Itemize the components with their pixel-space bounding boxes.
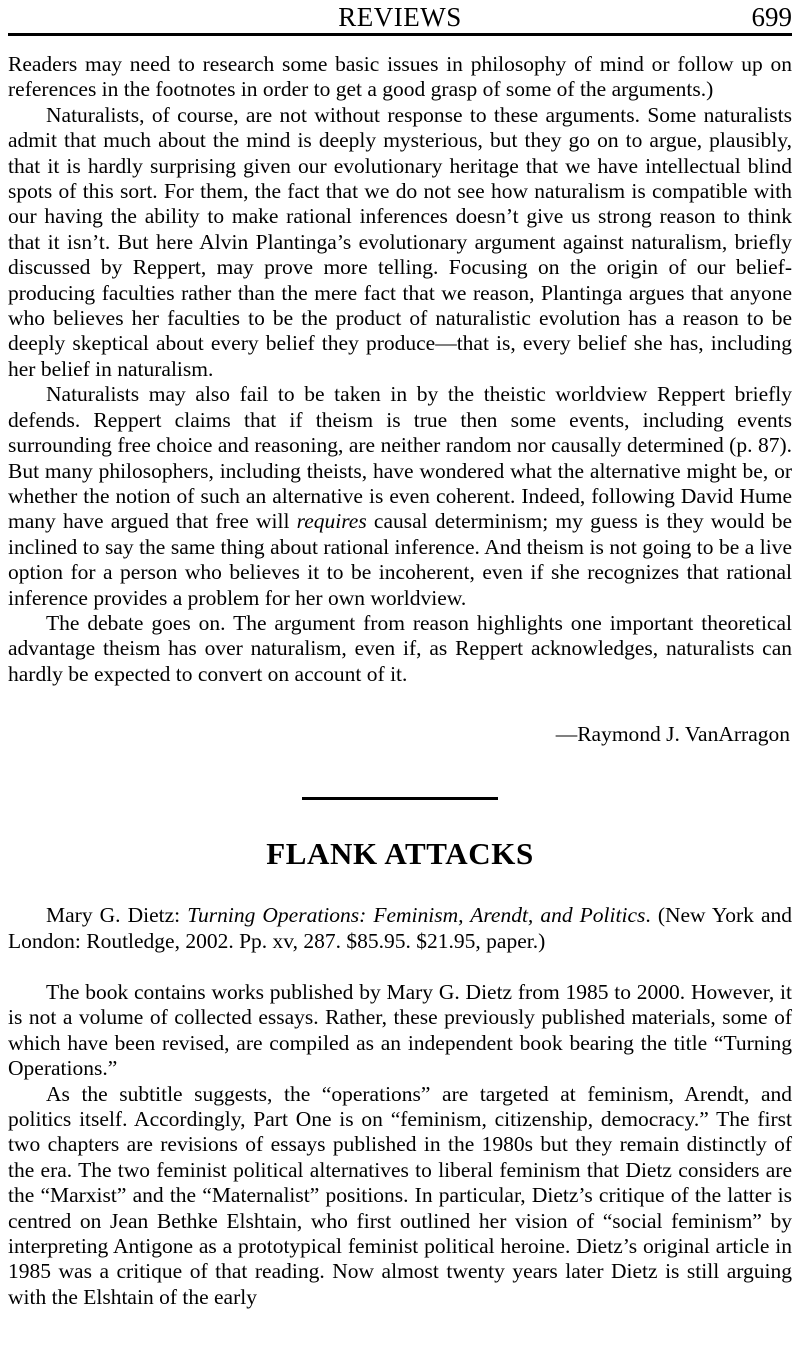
page-number: 699 (751, 2, 792, 32)
paragraph-text-part: Naturalists may also fail to be taken in by the theistic worldview Reppert briefly defends. Reppert claims that if theism is true then some events, including events surrounding free choice and reasoning, are neither random nor causally determined (p. 87). But many philosophers, including theists, have wondered what the alternative might be, or whether the notion of such an alternative is even coherent. Indeed, following David Hume many have argued that free will (8, 382, 792, 534)
review-one-body (8, 44, 792, 687)
paragraph: Naturalists, of course, are not without response to these arguments. Some naturalists admit that much about the mind is deeply mysterious, but they go on to argue, plausibly, that it is hardly surprising given our evolutionary heritage that we have intellectual blind spots of this sort. For them, the fact that we do not see how naturalism is compatible with our having the ability to make rational inferences doesn’t give us strong reason to think that it isn’t. But here Alvin Plantinga’s evolutionary argument against naturalism, briefly discussed by Reppert, may prove more telling. Focusing on the origin of our belief-producing faculties rather than the mere fact that we reason, Plantinga argues that anyone who believes her faculties to be the product of naturalistic evolution has a reason to be deeply skeptical about every belief they produce—that is, every belief she has, including her belief in naturalism. (8, 102, 792, 381)
article-title: FLANK ATTACKS (266, 836, 534, 872)
paragraph (8, 382, 792, 611)
citation-book-title: Turning Operations: Feminism, Arendt, and Politics (187, 903, 646, 928)
paragraph: As the subtitle suggests, the “operations” are targeted at feminism, Arendt, and politics itself. Accordingly, Part One is on “feminism, citizenship, democracy.” The first two chapters are revisions of essays published in the 1980s but they remain distinctly of the era. The two feminist political alternatives to liberal feminism that Dietz considers are the “Marxist” and the “Maternalist” positions. In particular, Dietz’s critique of the latter is centred on Jean Bethke Elshtain, who first outlined her vision of “social feminism” by interpreting Antigone as a prototypical feminist political heroine. Dietz’s original article in 1985 was a critique of that reading. Now almost twenty years later Dietz is still arguing with the Elshtain of the early (8, 1081, 792, 1309)
citation-publication-info: . (New York and London: Routledge, 2002. Pp. xv, 287. $85.95. $21.95, paper.) (8, 903, 792, 953)
review-two-body (8, 980, 792, 1310)
running-head-inner (8, 0, 792, 36)
paragraph: Readers may need to research some basic issues in philosophy of mind or follow up on references in the footnotes in order to get a good grasp of some of the arguments.) (8, 52, 792, 102)
emphasis-text: requires (296, 509, 367, 534)
running-head-title: REVIEWS (338, 2, 462, 32)
book-citation (8, 903, 792, 954)
paragraph-text-part: causal determinism; my guess is they would be inclined to say the same thing about rational inference. And theism is not going to be a live option for a person who believes it to be incoherent, even if she recognizes that rational inference provides a problem for her own worldview. (8, 509, 792, 610)
citation-author: Mary G. Dietz: (46, 903, 188, 928)
reviewer-signature: —Raymond J. VanArragon (555, 722, 790, 747)
paragraph: The debate goes on. The argument from reason highlights one important theoretical advantage theism has over naturalism, even if, as Reppert acknowledges, naturalists can hardly be expected to convert on account of it. (8, 610, 792, 686)
paragraph: The book contains works published by Mary G. Dietz from 1985 to 2000. However, it is not a volume of collected essays. Rather, these previously published materials, some of which have been revised, are compiled as an independent book bearing the title “Turning Operations.” (8, 979, 792, 1081)
divider-rule (302, 797, 498, 800)
running-head (8, 0, 792, 44)
section-divider (0, 789, 800, 799)
running-head-rule (8, 33, 792, 36)
